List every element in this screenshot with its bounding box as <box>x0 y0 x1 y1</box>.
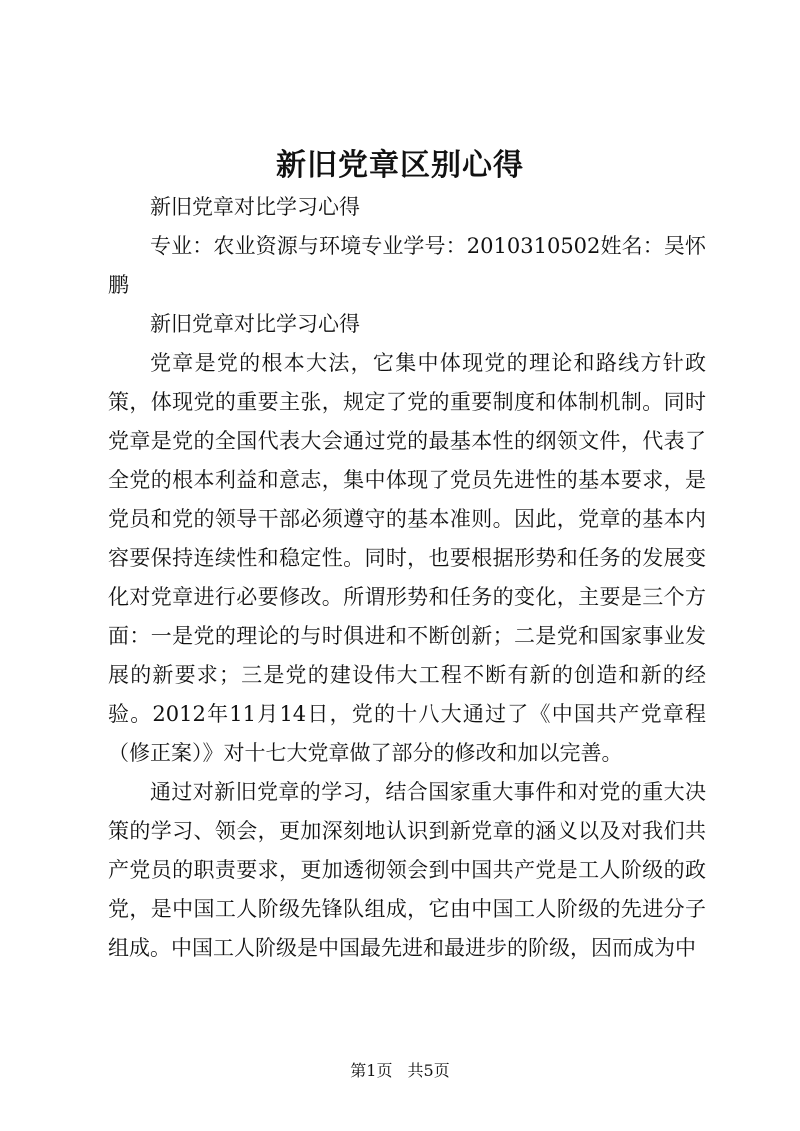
body-paragraph: 党章是党的根本大法，它集中体现党的理论和路线方针政策，体现党的重要主张，规定了党的重要制度和体制机制。同时党章是党的全国代表大会通过党的最基本性的纲领文件，代表了全党的根本利益和意志，集中体现了党员先进性的基本要求，是党员和党的领导干部必须遵守的基本准则。因此，党章的基本内容要保持连续性和稳定性。同时，也要根据形势和任务的发展变化对党章进行必要修改。所谓形势和任务的变化，主要是三个方面：一是党的理论的与时俱进和不断创新；二是党和国家事业发展的新要求；三是党的建设伟大工程不断有新的创造和新的经验。2012年11月14日，党的十八大通过了《中国共产党章程（修正案）》对十七大党章做了部分的修改和加以完善。 <box>108 351 706 765</box>
subtitle-paragraph: 新旧党章对比学习心得 <box>150 195 360 219</box>
body-paragraph: 通过对新旧党章的学习，结合国家重大事件和对党的重大决策的学习、领会，更加深刻地认识到新党章的涵义以及对我们共产党员的职责要求，更加透彻领会到中国共产党是工人阶级的政党，是中国工人阶级先锋队组成，它由中国工人阶级的先进分子组成。中国工人阶级是中国最先进和最进步的阶级，因而成为中 <box>108 780 706 960</box>
page-number: 第1页 <box>350 1061 393 1080</box>
document-title: 新旧党章区别心得 <box>276 148 524 183</box>
page-total: 共5页 <box>407 1061 450 1080</box>
author-info-paragraph: 专业：农业资源与环境专业学号：2010310502姓名：吴怀鹏 <box>108 234 706 297</box>
section-heading-paragraph: 新旧党章对比学习心得 <box>150 312 360 336</box>
page-footer <box>0 1058 800 1081</box>
document-body <box>108 188 706 968</box>
